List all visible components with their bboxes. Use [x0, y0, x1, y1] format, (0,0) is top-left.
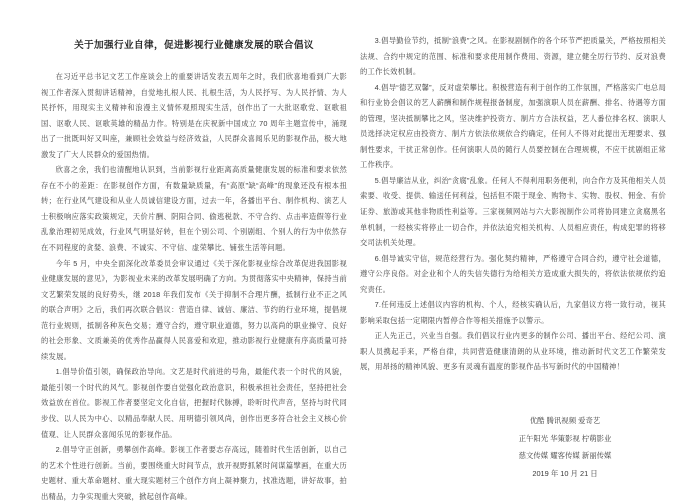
paragraph: 6.倡导诚实守信，规范经营行为。强化契约精神，严格遵守合同合约，遵守社会道德，遵守公序良俗。对企业和个人的失信失德行为给相关方造成重大损失的，将依法依规依约追究责任。 [360, 253, 666, 294]
paragraph: 正人先正己，兴业当自强。我们倡议行业内更多的制作公司、播出平台、经纪公司、演职人员携起手来，严格自律，共同营造健康清朗的从业环境，推动新时代文艺工作繁荣发展，用昂扬的精神风貌、更多有灵魂有温度的影视作品书写新时代的中国精神！ [360, 331, 666, 372]
signatory-line: 慈文传媒 耀客传媒 新丽传媒 [518, 451, 612, 461]
right-paragraphs [360, 33, 666, 375]
paragraph: 2.倡导守正创新，勇攀创作高峰。影视工作者要志存高远，随着时代生活创新，以自己的艺术个性进行创新。当前，要围绕重大时间节点，放开视野抓紧时间谋篇擘画，在重大历史题材、重大革命题材、重大现实题材三个创作方向上凝神聚力，找准选题，讲好故事，拍出精品，力争实现重大突破，掀起创作高峰。 [41, 445, 347, 501]
signatory-line: 优酷 腾讯视频 爱奇艺 [529, 416, 601, 426]
paragraph: 今年 5 月，中央全面深化改革委员会审议通过《关于深化影视业综合改革促进我国影视业健康发展的意见》，为影视业未来的改革发展明确了方向。为贯彻落实中央精神，保持当前文艺繁荣发展的良好势头，继 2018 年我们发布《关于抑制不合理片酬，抵制行业不正之风的联合声明》之后，我们再次联合倡议：营造自律、诚信、廉洁、节约的行业环境，提倡规范行业规则，抵制各种灰色交易；遵守合约，遵守职业道德，努力以高尚的职业操守、良好的社会形象、文质兼美的优秀作品赢得人民喜爱和欢迎，推动影视行业健康有序高质量可持续发展。 [41, 258, 347, 361]
signatory-line: 正午阳光 华策影视 柠萌影业 [518, 433, 612, 443]
right-column [360, 33, 666, 485]
paragraph: 3.倡导勤俭节约，抵制“浪费”之风。在影视剧制作的各个环节严把质量关，严格按照相关法规、合约中规定的范围、标准和要求使用制作费用、资源，建立健全厉行节约、反对浪费的工作长效机制。 [360, 36, 666, 77]
paragraph: 在习近平总书记文艺工作座谈会上的重要讲话发表五周年之时，我们欣喜地看到广大影视工作者深入贯彻讲话精神，自觉地扎根人民、扎根生活，为人民抒写、为人民抒情、为人民抒怀，用现实主义精神和浪漫主义情怀观照现实生活，创作出了一大批讴歌党、讴歌祖国、讴歌人民、讴歌英雄的精品力作。特别是在庆祝新中国成立 70 周年主题宣传中，涌现出了一批既叫好又叫座，兼顾社会效益与经济效益，人民群众喜闻乐见的影视作品，极大地激发了广大人民群众的爱国热情。 [41, 72, 347, 159]
paragraph: 1.倡导价值引领，确保政治导向。文艺是时代前进的号角，最能代表一个时代的风貌，最能引领一个时代的风气。影视创作要自觉强化政治意识，积极承担社会责任，坚持把社会效益放在首位。影视工作者要坚定文化自信，把握时代脉搏，聆听时代声音，坚持与时代同步伐、以人民为中心、以精品奉献人民、用明德引领风尚，创作出更多符合社会主义核心价值观、让人民群众喜闻乐见的影视作品。 [41, 367, 347, 439]
document-title: 关于加强行业自律，促进影视行业健康发展的联合倡议 [74, 40, 314, 51]
paragraph: 7.任何违反上述倡议内容的机构、个人，经核实确认后，九家倡议方将一致行动，视其影响采取包括一定期限内暂停合作等相关措施予以警示。 [360, 300, 666, 325]
left-column [41, 33, 347, 501]
signature-date: 2019 年 10 月 21 日 [532, 468, 598, 478]
paragraph: 4.倡导“德艺双馨”，反对虚荣攀比。积极营造有利于创作的工作氛围，严格落实广电总局和行业协会倡议的艺人薪酬和制作规程报备制度，加强演职人员在薪酬、排名、待遇等方面的管理，坚决抵制攀比之风，坚决维护投资方、制片方合法权益，艺人番位排名权、演职人员选择决定权应由投资方、制片方依法依规依合约确定，任何人不得对此提出无理要求、强制性要求，干扰正常创作。任何演职人员的随行人员要控制在合理规模，不应干扰剧组正常工作秩序。 [360, 82, 666, 170]
paragraph: 欣喜之余，我们也清醒地认识到，当前影视行业距离高质量健康发展的标准和要求依然存在不小的差距：在影视创作方面，有数量缺质量，有“高原”缺“高峰”的现象还没有根本扭转；在行业风气建设和从业人员诚信建设方面，过去一年，各播出平台、制作机构、演艺人士积极响应落实政策规定，天价片酬、阴阳合同、偷逃税款、不守合约、点击率造假等行业乱象治理初见成效，行业风气明显好转，但在个别公司、个别剧组、个别人的行为中依然存在不同程度的贪婪、浪费、不诚实、不守信、虚荣攀比、铺张生活等问题。 [41, 165, 347, 253]
paragraph: 5.倡导廉洁从业，纠治“贪腐”乱象。任何人不得利用职务便利，向合作方及其他相关人员索要、收受、提供、输送任何利益，包括但不限于现金、购物卡、实物、股权、佣金、有价证券、旅游或其他非物质性利益等。三家视频网站与六大影视制作公司将协同建立贪腐黑名单机制，一经核实将停止一切合作，并依法追究相关机构、人员相应责任，构成犯罪的将移交司法机关处理。 [360, 175, 666, 248]
signatory-lines [480, 412, 650, 465]
left-paragraphs [41, 69, 347, 504]
signature-block [480, 412, 650, 482]
